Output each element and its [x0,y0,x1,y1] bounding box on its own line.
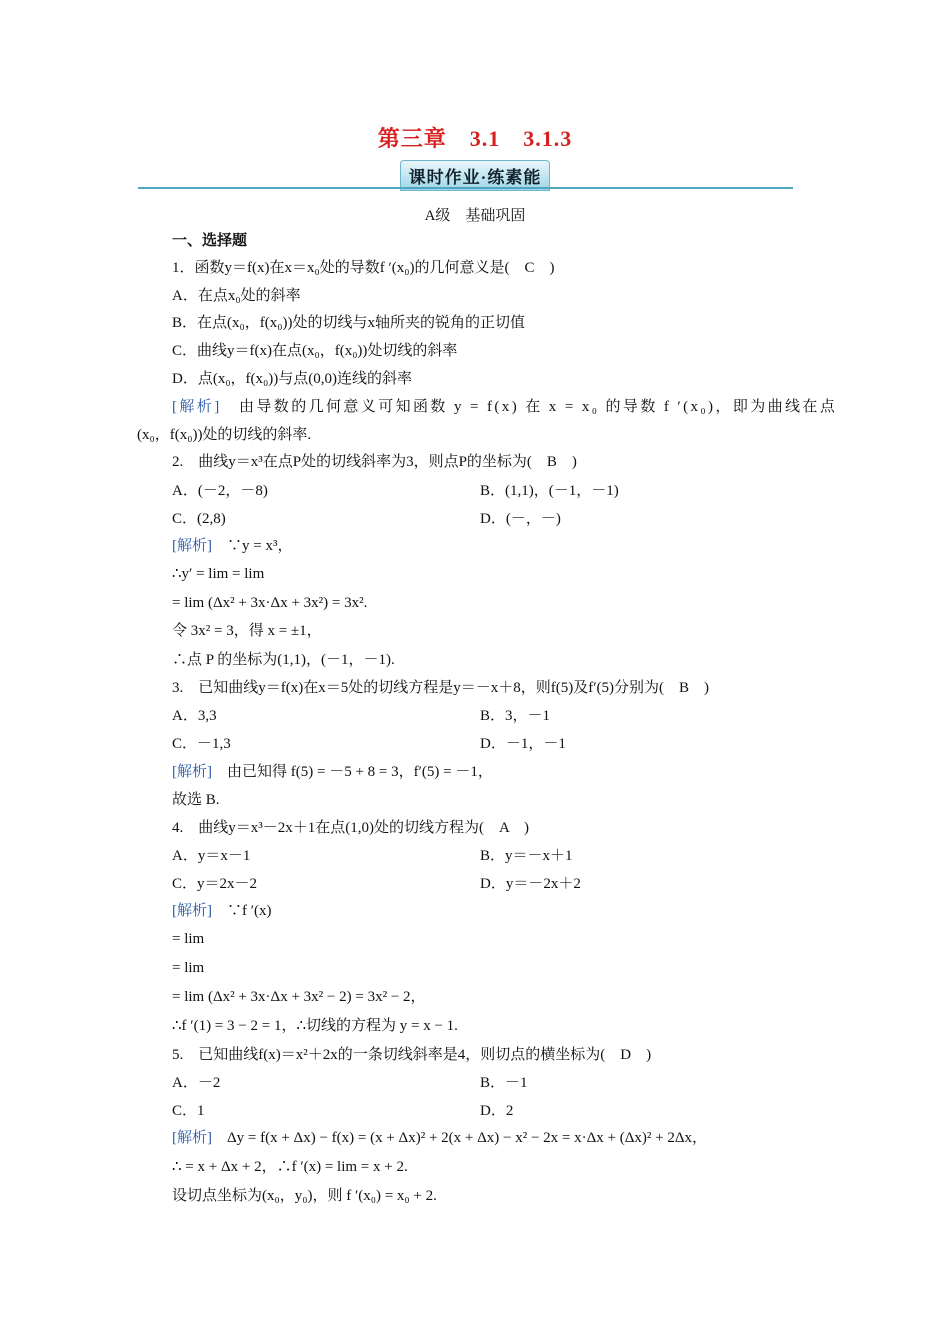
q2-option-c: C．(2,8) [172,511,226,527]
q2-analysis-line2: ∴y′ = lim = lim [172,566,265,582]
q3-option-c: C．－1,3 [172,736,231,752]
q4-analysis-line1 [172,901,272,921]
q3-stem: 3. 已知曲线y＝f(x)在x＝5处的切线方程是y＝－x＋8，则f(5)及f′(5)分别为( B ) [172,680,709,696]
q2-analysis-line1 [172,536,292,556]
q2-analysis-line5: ∴点 P 的坐标为(1,1)，(－1，－1). [172,652,395,668]
q4-option-a: A．y＝x－1 [172,848,251,864]
q3-option-b: B．3，－1 [480,708,551,724]
q4-analysis-text: ∵f ′(x) [212,903,272,919]
q2-option-a: A．(－2，－8) [172,483,268,499]
q1-option-a: A．在点x₀处的斜率 [172,288,301,304]
analysis-tag: [解析] [172,903,212,919]
q4-option-d: D．y＝－2x＋2 [480,876,581,892]
q3-analysis-line2: 故选 B. [172,792,220,808]
q5-option-b: B．－1 [480,1075,528,1091]
q5-analysis-text: Δy = f(x + Δx) − f(x) = (x + Δx)² + 2(x + Δx) − x² − 2x = x·Δx + (Δx)² + 2Δx， [212,1130,707,1146]
chapter-title: 第三章 3.1 3.1.3 [377,126,573,151]
q1-analysis-line1 [172,397,837,417]
q2-stem: 2. 曲线y＝x³在点P处的切线斜率为3，则点P的坐标为( B ) [172,454,577,470]
q1-analysis-text: 由导数的几何意义可知函数 y = f(x) 在 x = x₀ 的导数 f ′(x₀)，即为曲线在点 [221,399,838,415]
homework-banner: 课时作业·练素能 [400,160,551,191]
q2-analysis-line3: = lim (Δx² + 3x·Δx + 3x²) = 3x². [172,595,368,611]
analysis-tag: [解析] [172,1130,212,1146]
q5-analysis-line3: 设切点坐标为(x₀，y₀)，则 f ′(x₀) = x₀ + 2. [172,1188,437,1204]
q4-analysis-line2: = lim [172,931,205,947]
level-heading: A级 基础巩固 [424,208,526,224]
q2-analysis-line4: 令 3x² = 3，得 x = ±1， [172,623,322,639]
q5-option-a: A．－2 [172,1075,221,1091]
q3-option-a: A．3,3 [172,708,217,724]
q3-analysis-line1 [172,762,493,782]
q2-analysis-text: ∵y = x³， [212,538,293,554]
q3-analysis-text: 由已知得 f(5) = －5 + 8 = 3，f′(5) = －1， [212,764,493,780]
q1-option-c: C．曲线y＝f(x)在点(x₀，f(x₀))处切线的斜率 [172,343,458,359]
q4-analysis-line5: ∴f ′(1) = 3 − 2 = 1，∴切线的方程为 y = x − 1. [172,1018,458,1034]
q2-option-d: D．(－，－) [480,511,561,527]
analysis-tag: [解析] [172,538,212,554]
q2-option-b: B．(1,1)，(－1，－1) [480,483,619,499]
header-divider [138,187,793,189]
analysis-tag: [解析] [172,399,222,415]
q1-option-b: B．在点(x₀，f(x₀))处的切线与x轴所夹的锐角的正切值 [172,315,525,331]
q5-analysis-line2: ∴ = x + Δx + 2，∴f ′(x) = lim = x + 2. [172,1159,408,1175]
q5-analysis-line1 [172,1128,707,1148]
section-heading: 一、选择题 [172,233,248,249]
q4-analysis-line4: = lim (Δx² + 3x·Δx + 3x² − 2) = 3x² − 2， [172,989,426,1005]
q1-analysis-line2: (x₀，f(x₀))处的切线的斜率. [137,427,312,443]
q1-stem: 1．函数y＝f(x)在x＝x₀处的导数f ′(x₀)的几何意义是( C ) [172,260,555,276]
q3-option-d: D．－1，－1 [480,736,566,752]
q5-option-d: D．2 [480,1103,514,1119]
q5-stem: 5. 已知曲线f(x)＝x²＋2x的一条切线斜率是4，则切点的横坐标为( D ) [172,1047,652,1063]
analysis-tag: [解析] [172,764,212,780]
q1-option-d: D．点(x₀，f(x₀))与点(0,0)连线的斜率 [172,371,413,387]
q5-option-c: C．1 [172,1103,205,1119]
q4-stem: 4. 曲线y＝x³－2x＋1在点(1,0)处的切线方程为( A ) [172,820,529,836]
q4-option-c: C．y＝2x－2 [172,876,258,892]
q4-analysis-line3: = lim [172,960,205,976]
q4-option-b: B．y＝－x＋1 [480,848,573,864]
